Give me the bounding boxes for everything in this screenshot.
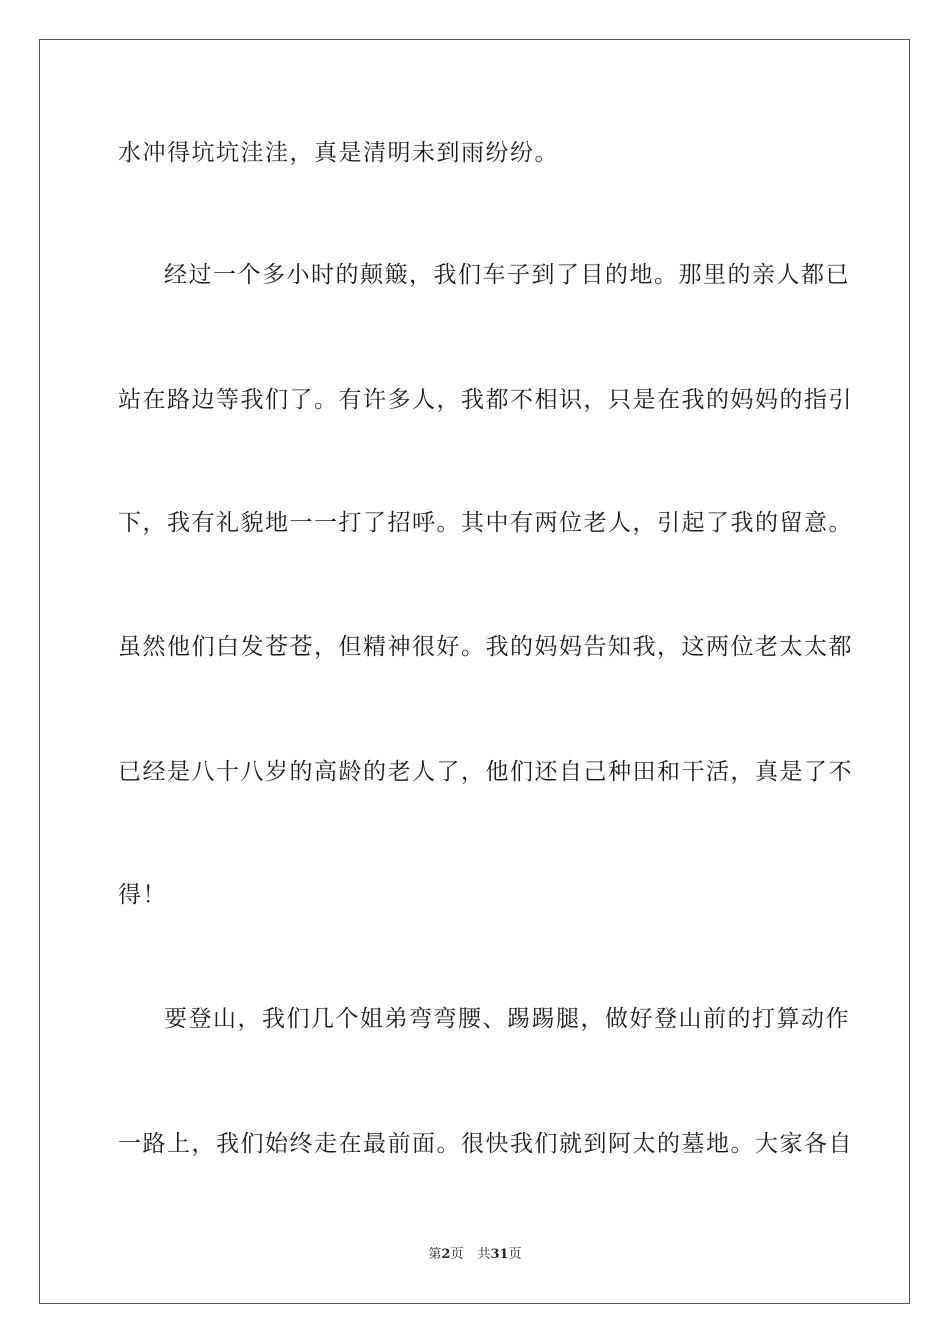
total-pages: 31: [490, 1247, 509, 1262]
text-line: 下，我有礼貌地一一打了招呼。其中有两位老人，引起了我的留意。: [118, 510, 853, 536]
text-line: 水冲得坑坑洼洼，真是清明未到雨纷纷。: [118, 140, 559, 166]
paragraph-start-line: 经过一个多小时的颠簸，我们车子到了目的地。那里的亲人都已: [164, 262, 850, 288]
paragraph-start-line: 要登山，我们几个姐弟弯弯腰、踢踢腿，做好登山前的打算动作: [164, 1006, 850, 1032]
total-label-prefix: 共: [477, 1247, 491, 1262]
page-footer: [0, 1246, 950, 1264]
text-line: 站在路边等我们了。有许多人，我都不相识，只是在我的妈妈的指引: [118, 387, 853, 413]
text-line: 得！: [118, 882, 167, 908]
text-line: 一路上，我们始终走在最前面。很快我们就到阿太的墓地。大家各自: [118, 1131, 853, 1157]
page-border: [39, 39, 910, 1304]
page-label-suffix: 页: [450, 1247, 464, 1262]
total-label-suffix: 页: [508, 1247, 522, 1262]
text-line: 虽然他们白发苍苍，但精神很好。我的妈妈告知我，这两位老太太都: [118, 634, 853, 660]
text-line: 已经是八十八岁的高龄的老人了，他们还自己种田和干活，真是了不: [118, 759, 853, 785]
page-number: 2: [441, 1247, 451, 1262]
page-label-prefix: 第: [428, 1247, 442, 1262]
